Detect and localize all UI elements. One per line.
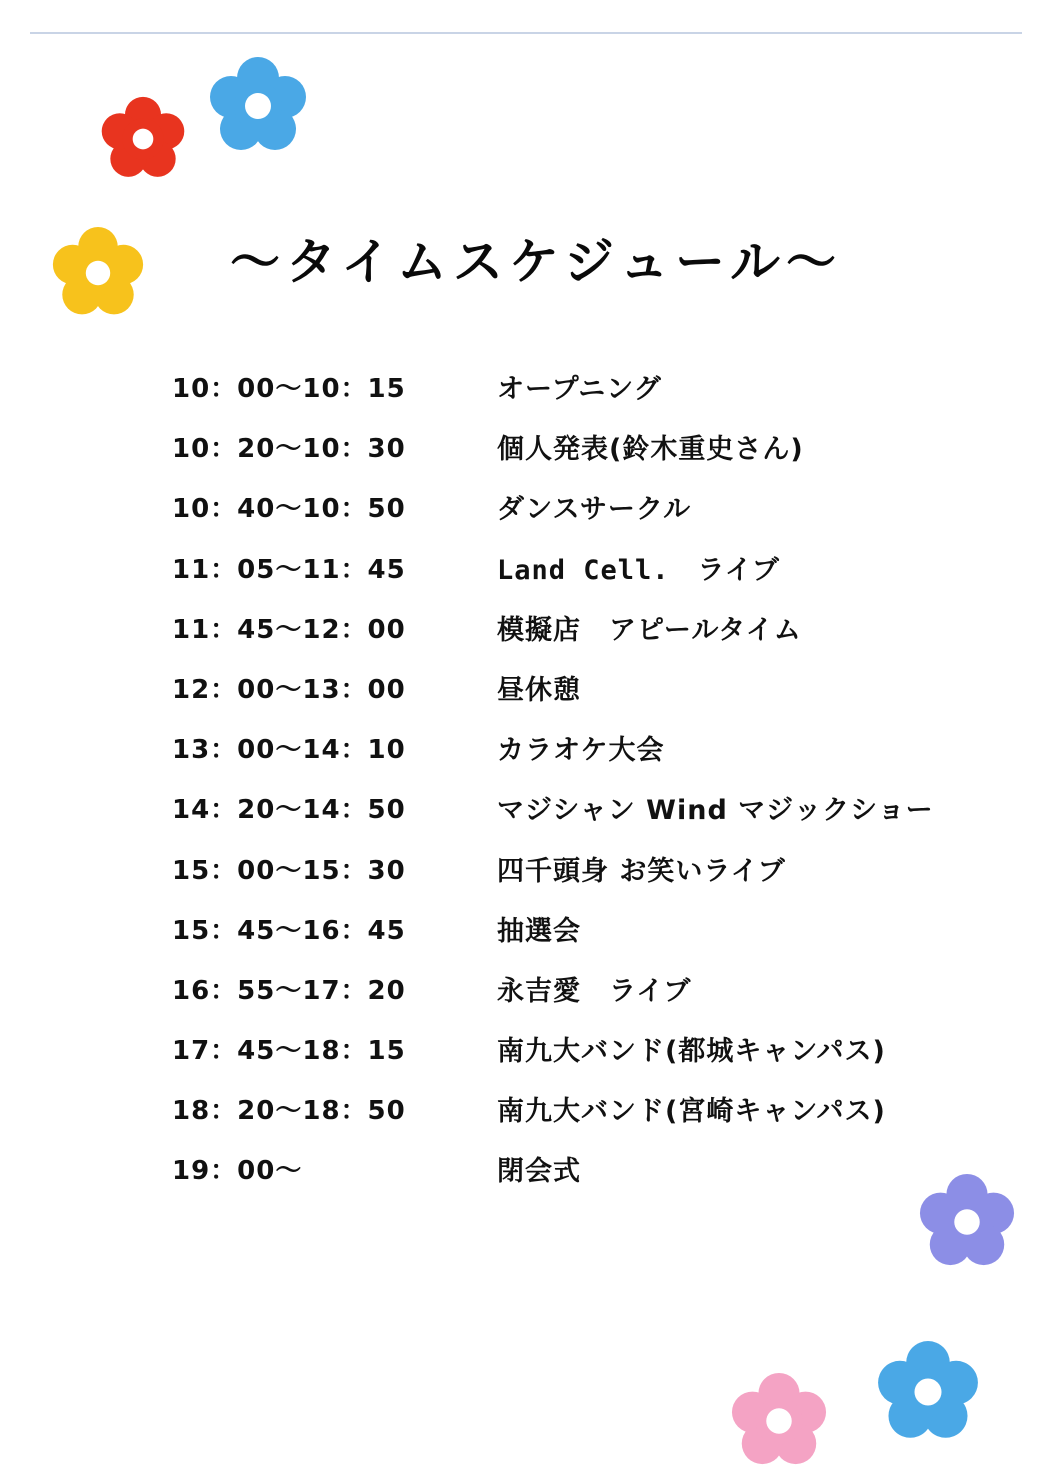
flower-blue-graphic [876, 1340, 980, 1444]
schedule-row [0, 781, 1040, 841]
schedule-time: 18：20〜18：50 [172, 1096, 406, 1127]
schedule-event: 閉会式 [497, 1156, 581, 1188]
top-divider [30, 32, 1022, 34]
schedule-time: 10：00〜10：15 [172, 374, 406, 404]
schedule-row [0, 962, 1040, 1022]
schedule-list [0, 360, 1040, 1203]
flower-blue-icon [876, 1340, 980, 1444]
schedule-row [0, 480, 1040, 540]
schedule-time: 12：00〜13：00 [172, 674, 406, 705]
schedule-row [0, 1142, 1040, 1202]
schedule-event: 四千頭身 お笑いライブ [497, 855, 786, 887]
schedule-event: マジシャン Wind マジックショー [497, 795, 934, 827]
flower-blue-graphic [206, 56, 310, 156]
flower-pink-graphic [726, 1372, 832, 1470]
flower-pink-icon [726, 1372, 832, 1470]
schedule-event: 抽選会 [497, 915, 581, 947]
schedule-time: 19：00〜 [172, 1156, 303, 1187]
schedule-event: カラオケ大会 [497, 735, 665, 767]
schedule-row [0, 902, 1040, 962]
schedule-time: 10：20〜10：30 [172, 434, 406, 465]
schedule-row [0, 541, 1040, 601]
flower-yellow-icon [48, 226, 148, 320]
flower-red-icon [100, 96, 186, 182]
schedule-event: 南九大バンド(宮崎キャンパス) [497, 1096, 886, 1128]
schedule-event: Land Cell. ライブ [497, 554, 780, 586]
schedule-row [0, 661, 1040, 721]
flower-blue-icon [206, 56, 310, 156]
schedule-row [0, 360, 1040, 420]
schedule-event: 模擬店 アピールタイム [497, 614, 802, 646]
schedule-time: 15：00〜15：30 [172, 855, 406, 886]
schedule-row [0, 1022, 1040, 1082]
schedule-time: 10：40〜10：50 [172, 494, 406, 525]
schedule-event: オープニング [497, 374, 662, 405]
flower-red-graphic [100, 96, 186, 182]
schedule-time: 16：55〜17：20 [172, 975, 406, 1006]
schedule-time: 15：45〜16：45 [172, 915, 406, 946]
flower-yellow-graphic [48, 226, 148, 320]
schedule-time: 14：20〜14：50 [172, 795, 406, 826]
schedule-time: 11：45〜12：00 [172, 614, 406, 645]
schedule-event: ダンスサークル [497, 494, 692, 526]
page-title: 〜タイムスケジュール〜 [230, 233, 842, 291]
schedule-row [0, 1082, 1040, 1142]
schedule-row [0, 721, 1040, 781]
schedule-row [0, 601, 1040, 661]
schedule-event: 永吉愛 ライブ [497, 975, 692, 1007]
schedule-event: 南九大バンド(都城キャンパス) [497, 1036, 886, 1068]
schedule-row [0, 420, 1040, 480]
schedule-time: 11：05〜11：45 [172, 554, 406, 585]
schedule-time: 13：00〜14：10 [172, 735, 406, 766]
schedule-row [0, 842, 1040, 902]
schedule-event: 個人発表(鈴木重史さん) [497, 434, 804, 466]
schedule-event: 昼休憩 [497, 674, 581, 706]
schedule-time: 17：45〜18：15 [172, 1036, 406, 1067]
